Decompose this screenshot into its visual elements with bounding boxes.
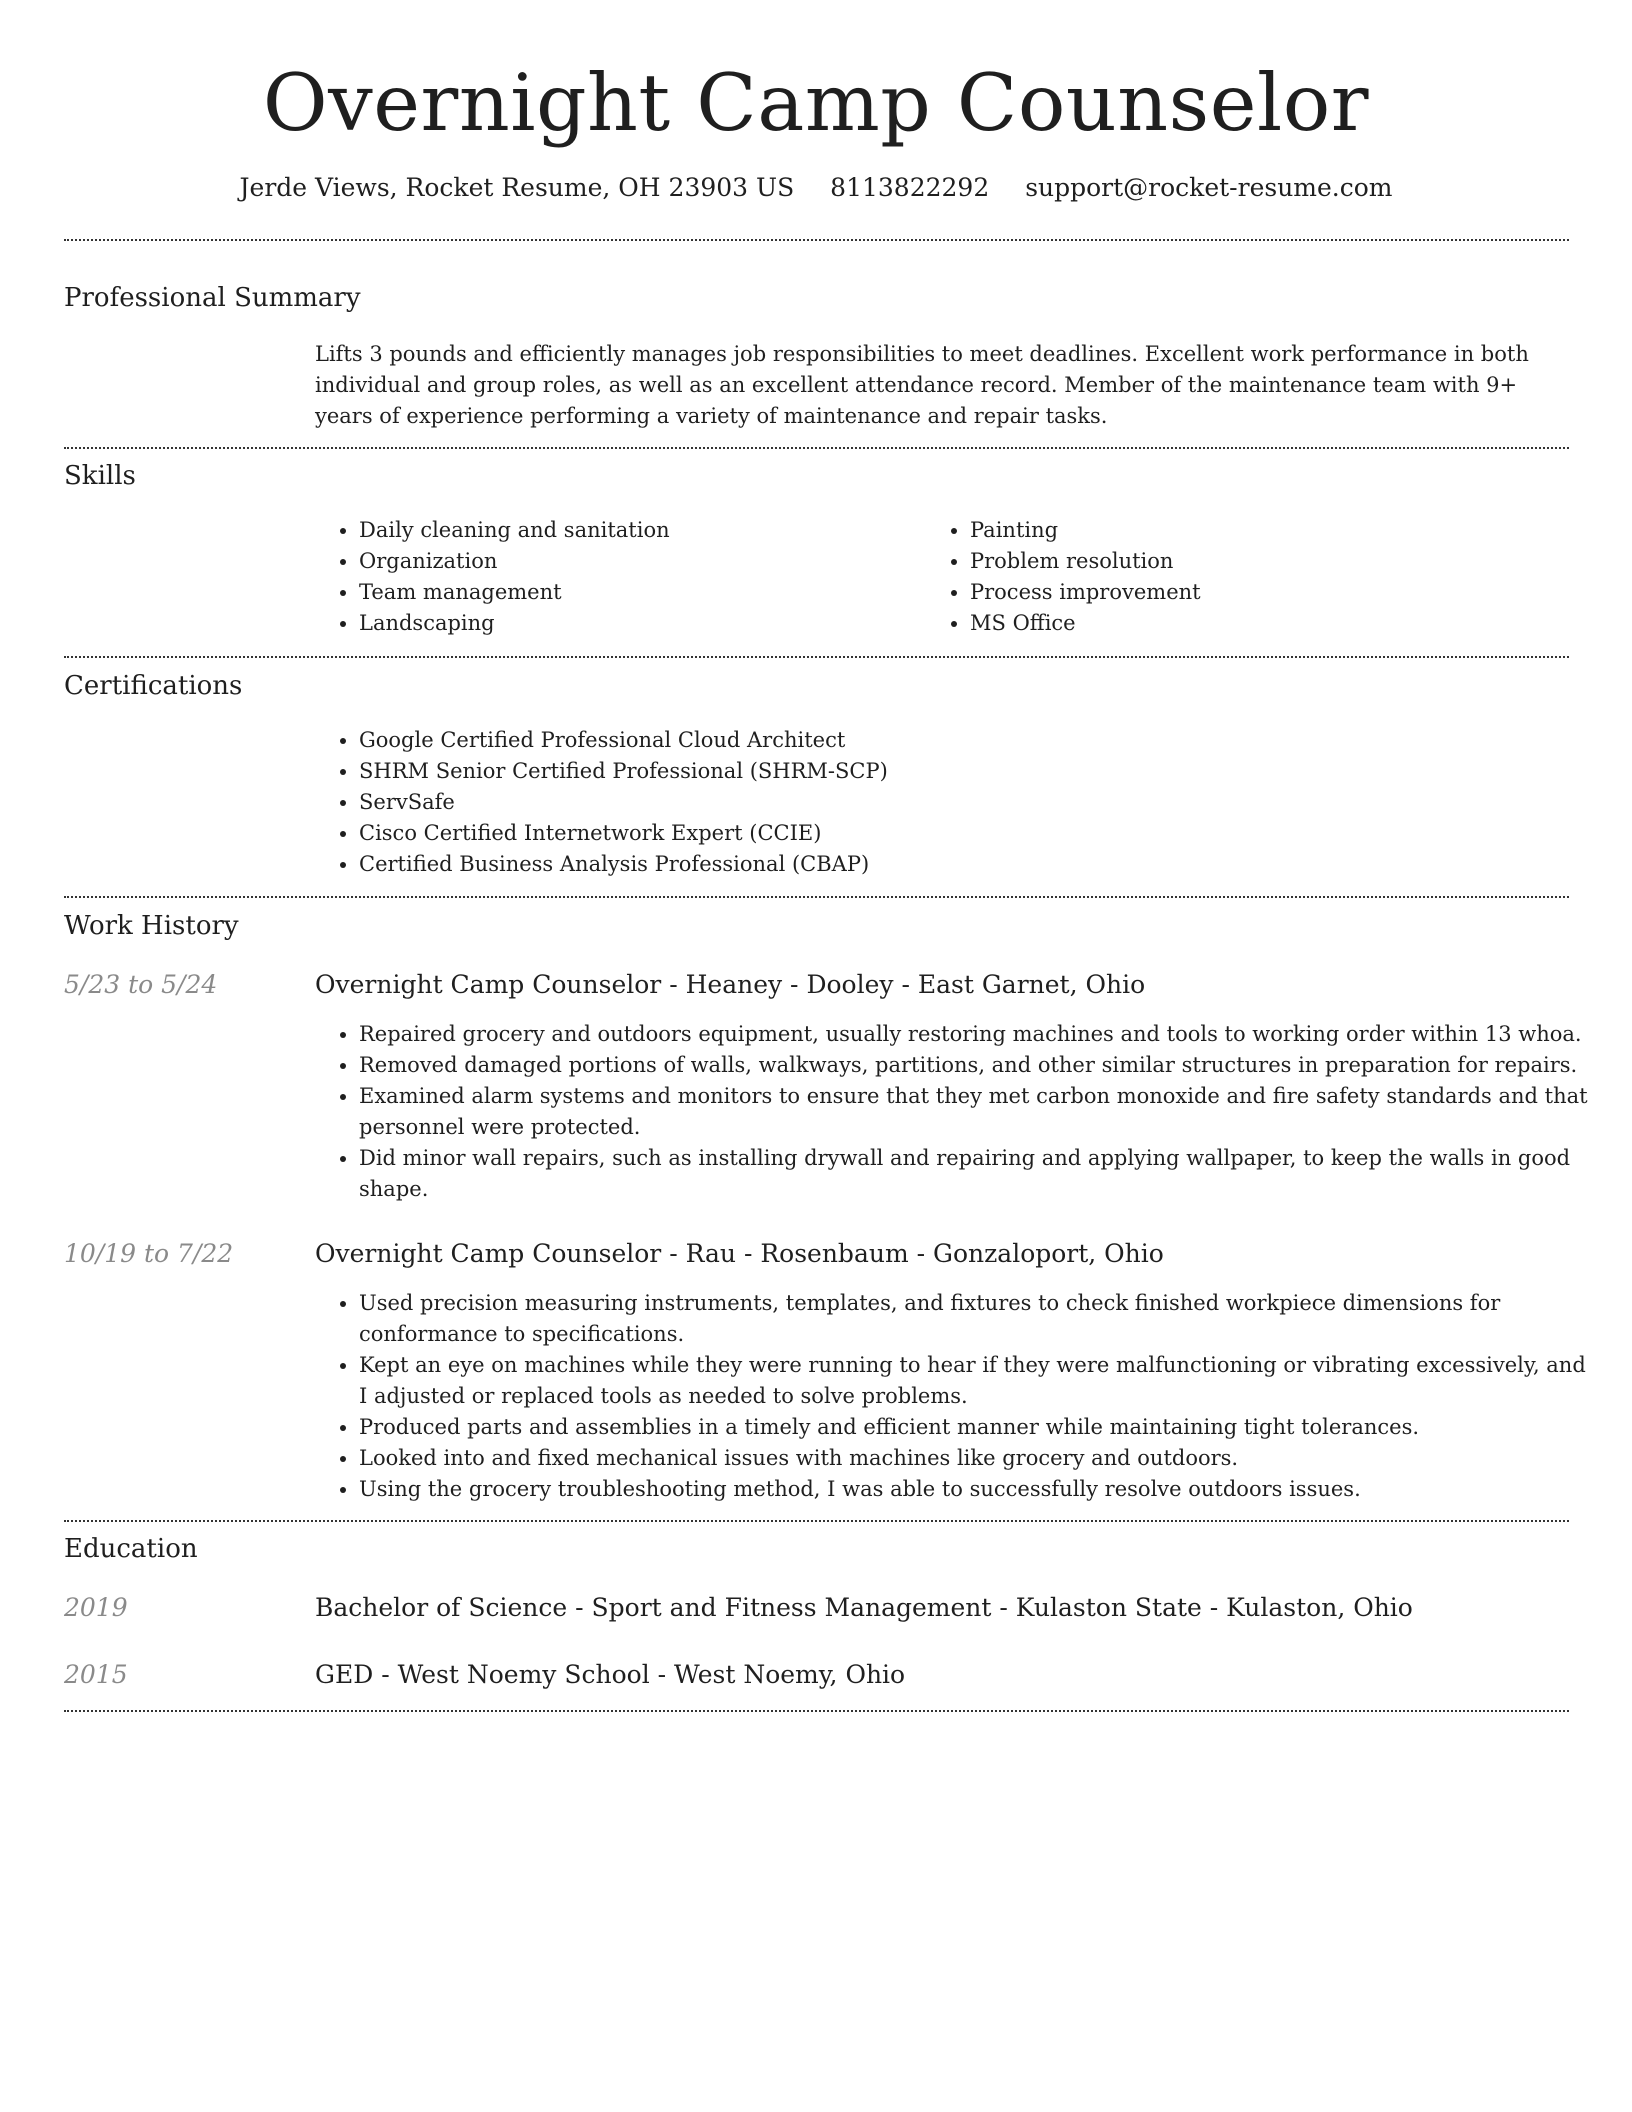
summary-text: Lifts 3 pounds and efficiently manages job responsibilities to meet deadlines. Excellent work performance in both individual and group roles, as well as an excellent attendance record. Member of the maintenance team with 9+ years of experience performing a variety of maintenance and repair tasks. — [315, 342, 1529, 428]
education-entry: Bachelor of Science - Sport and Fitness Management - Kulaston State - Kulaston, Ohio — [315, 1593, 1413, 1622]
contact-address: Jerde Views, Rocket Resume, OH 23903 US — [239, 173, 795, 202]
education-entry: GED - West Noemy School - West Noemy, Ohio — [315, 1660, 906, 1689]
contact-email: support@rocket-resume.com — [1025, 173, 1393, 202]
job-dates: 5/23 to 5/24 — [64, 970, 218, 999]
skills-list-left — [315, 515, 919, 639]
list-item: • Looked into and fixed mechanical issues with machines like grocery and outdoors. — [359, 1443, 1599, 1474]
list-item: • Process improvement — [970, 577, 1570, 608]
list-item: • Problem resolution — [970, 546, 1570, 577]
resume-title: Overnight Camp Counselor — [262, 57, 1370, 149]
list-item: • Daily cleaning and sanitation — [359, 515, 919, 546]
certifications-list — [315, 725, 1559, 880]
work-heading: Work History — [64, 911, 239, 941]
list-item: • Using the grocery troubleshooting method, I was able to successfully resolve outdoors issues. — [359, 1474, 1599, 1505]
section-divider — [64, 1520, 1569, 1522]
list-item: • Removed damaged portions of walls, walkways, partitions, and other similar structures in preparation for repairs. — [359, 1050, 1599, 1081]
list-item: • Cisco Certified Internetwork Expert (CCIE) — [359, 818, 1559, 849]
job-bullets — [315, 1288, 1599, 1505]
job-title: Overnight Camp Counselor - Rau - Rosenbaum - Gonzaloport, Ohio — [315, 1239, 1164, 1268]
list-item: • SHRM Senior Certified Professional (SHRM-SCP) — [359, 756, 1559, 787]
list-item: • Produced parts and assemblies in a timely and efficient manner while maintaining tight tolerances. — [359, 1412, 1599, 1443]
section-divider — [64, 896, 1569, 898]
list-item: • ServSafe — [359, 787, 1559, 818]
section-divider — [64, 656, 1569, 658]
list-item: • Painting — [970, 515, 1570, 546]
list-item: • Used precision measuring instruments, templates, and fixtures to check finished workpiece dimensions for conformance to specifications. — [359, 1288, 1599, 1350]
section-divider — [64, 447, 1569, 449]
list-item: • Examined alarm systems and monitors to ensure that they met carbon monoxide and fire safety standards and that personnel were protected. — [359, 1081, 1599, 1143]
job-bullets — [315, 1019, 1599, 1205]
section-divider — [64, 1710, 1569, 1712]
education-heading: Education — [64, 1534, 198, 1564]
education-year: 2019 — [64, 1593, 128, 1622]
job-dates: 10/19 to 7/22 — [64, 1239, 234, 1268]
skills-list-right — [926, 515, 1570, 639]
list-item: • Repaired grocery and outdoors equipment, usually restoring machines and tools to working order within 13 whoa. — [359, 1019, 1599, 1050]
list-item: • Kept an eye on machines while they were running to hear if they were malfunctioning or vibrating excessively, and I adjusted or replaced tools as needed to solve problems. — [359, 1350, 1599, 1412]
list-item: • Did minor wall repairs, such as installing drywall and repairing and applying wallpaper, to keep the walls in good shape. — [359, 1143, 1599, 1205]
contact-phone: 8113822292 — [830, 173, 990, 202]
list-item: • Certified Business Analysis Professional (CBAP) — [359, 849, 1559, 880]
job-title: Overnight Camp Counselor - Heaney - Dooley - East Garnet, Ohio — [315, 970, 1146, 999]
list-item: • Google Certified Professional Cloud Architect — [359, 725, 1559, 756]
education-year: 2015 — [64, 1660, 128, 1689]
list-item: • Organization — [359, 546, 919, 577]
contact-line — [0, 170, 1632, 206]
list-item: • MS Office — [970, 608, 1570, 639]
skills-heading: Skills — [64, 461, 136, 491]
summary-heading: Professional Summary — [64, 283, 361, 313]
section-divider — [64, 239, 1569, 241]
list-item: • Landscaping — [359, 608, 919, 639]
certifications-heading: Certifications — [64, 671, 243, 701]
list-item: • Team management — [359, 577, 919, 608]
